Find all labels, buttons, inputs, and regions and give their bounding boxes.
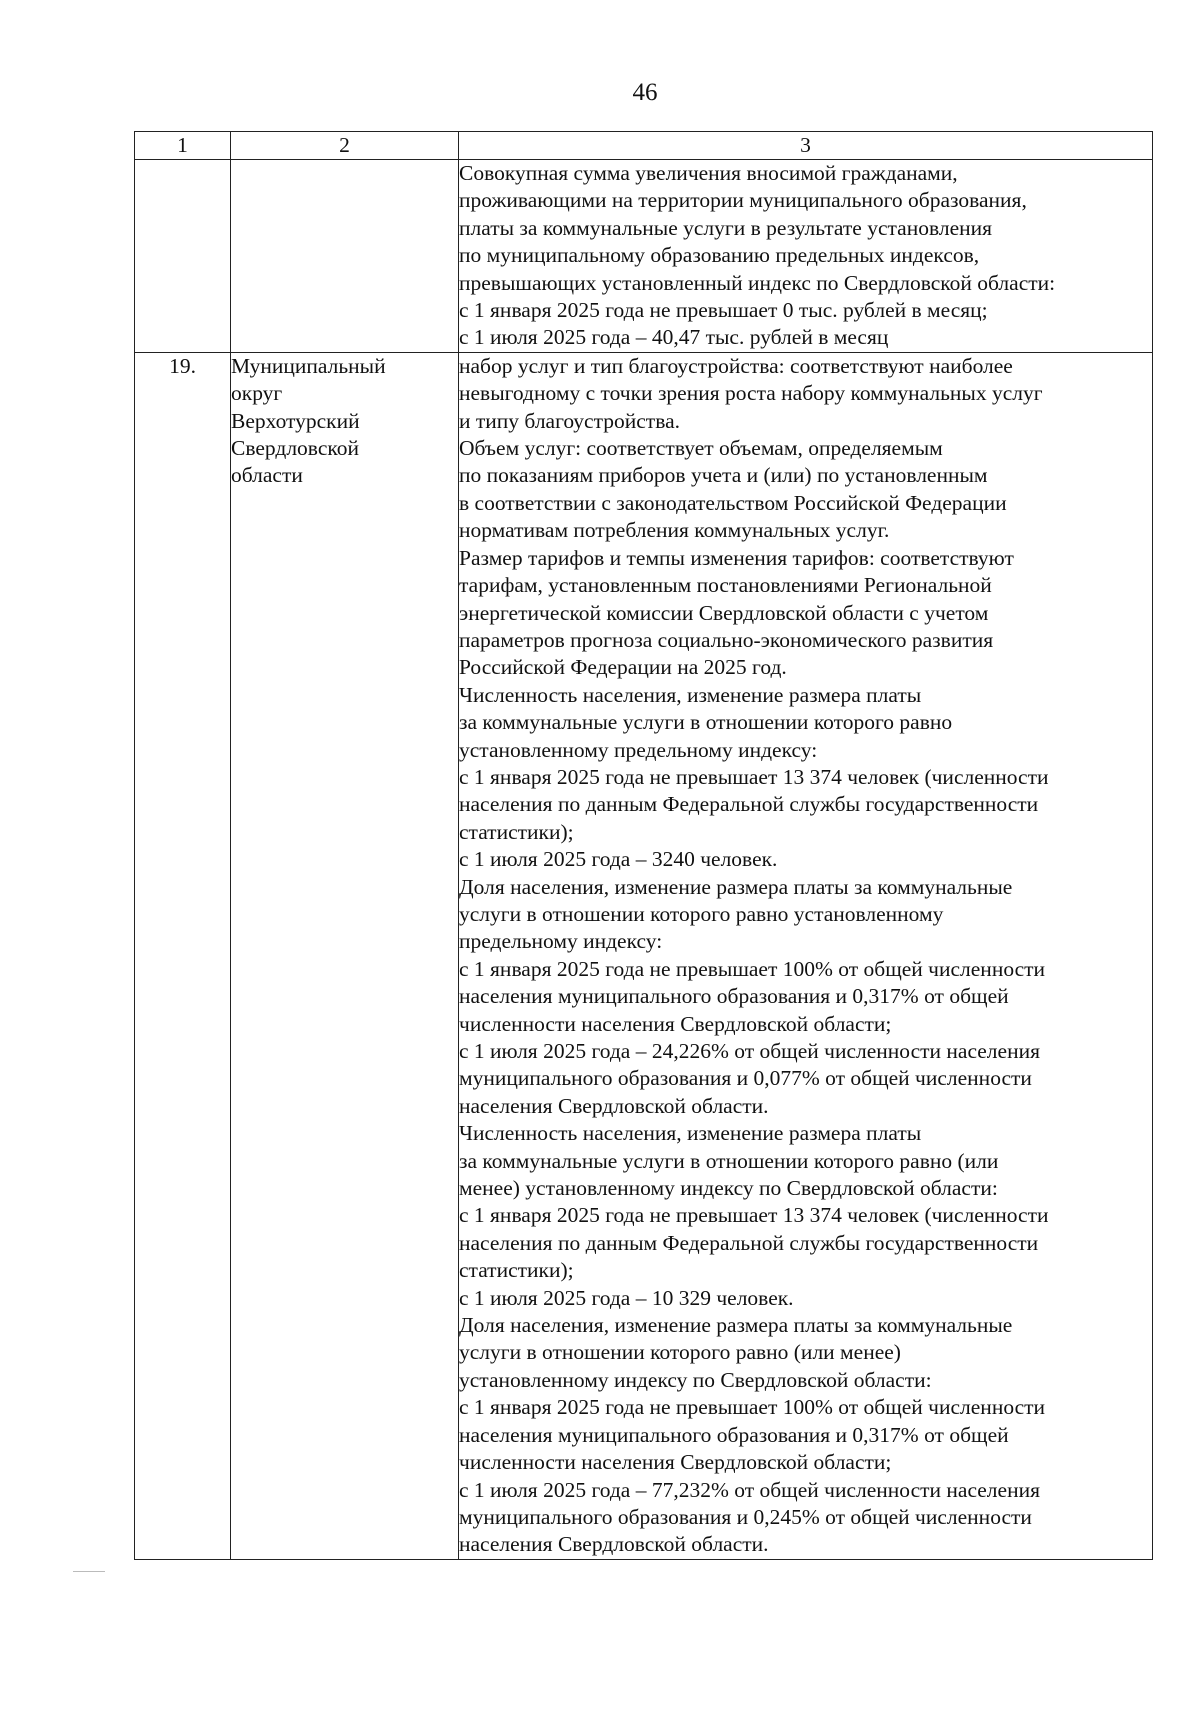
text-line: по муниципальному образованию предельных индексов,: [459, 243, 980, 268]
text-line: установленному предельному индексу:: [459, 737, 818, 762]
text-line: по показаниям приборов учета и (или) по установленным: [459, 463, 988, 488]
text-line: с 1 января 2025 года не превышает 13 374 человек (численности: [459, 1203, 1049, 1228]
text-line: населения по данным Федеральной службы государственности: [459, 1230, 1039, 1255]
text-line: с 1 июля 2025 года – 77,232% от общей численности населения: [459, 1477, 1040, 1502]
text-line: предельному индексу:: [459, 929, 663, 954]
table-row-continuation: [135, 160, 1153, 353]
cell-continuation-text: [459, 160, 1153, 353]
text-line: округ: [231, 381, 283, 406]
row-number: 19.: [135, 352, 231, 1559]
text-line: за коммунальные услуги в отношении которого равно (или: [459, 1148, 999, 1173]
text-line: проживающими на территории муниципального образования,: [459, 188, 1027, 213]
text-line: муниципального образования и 0,245% от общей численности: [459, 1504, 1032, 1529]
text-line: услуги в отношении которого равно (или менее): [459, 1340, 901, 1365]
text-line: населения Свердловской области.: [459, 1093, 769, 1118]
text-line: с 1 января 2025 года не превышает 100% от общей численности: [459, 1395, 1046, 1420]
column-header-1: 1: [135, 132, 231, 160]
continuation-lines: [459, 160, 1152, 352]
text-line: статистики);: [459, 819, 574, 844]
text-line: Российской Федерации на 2025 год.: [459, 655, 787, 680]
text-line: менее) установленному индексу по Свердловской области:: [459, 1176, 998, 1201]
text-line: в соответствии с законодательством Российской Федерации: [459, 490, 1007, 515]
text-line: Муниципальный: [231, 353, 386, 378]
text-line: услуги в отношении которого равно установленному: [459, 901, 944, 926]
text-line: невыгодному с точки зрения роста набору коммунальных услуг: [459, 381, 1043, 406]
text-line: Размер тарифов и темпы изменения тарифов: соответствуют: [459, 545, 1014, 570]
text-line: населения по данным Федеральной службы государственности: [459, 792, 1039, 817]
text-line: установленному индексу по Свердловской области:: [459, 1367, 932, 1392]
text-line: параметров прогноза социально-экономического развития: [459, 627, 994, 652]
text-line: с 1 июля 2025 года – 40,47 тыс. рублей в месяц: [459, 325, 889, 350]
text-line: с 1 января 2025 года не превышает 13 374 человек (численности: [459, 764, 1049, 789]
text-line: населения Свердловской области.: [459, 1532, 769, 1557]
text-line: нормативам потребления коммунальных услуг.: [459, 518, 890, 543]
text-line: тарифам, установленным постановлениями Региональной: [459, 573, 992, 598]
text-line: области: [231, 463, 303, 488]
text-line: муниципального образования и 0,077% от общей численности: [459, 1066, 1032, 1091]
municipality-name-lines: [231, 353, 458, 490]
text-line: с 1 июля 2025 года – 10 329 человек.: [459, 1285, 794, 1310]
text-line: населения муниципального образования и 0,317% от общей: [459, 984, 1009, 1009]
cell-name-empty: [231, 160, 459, 353]
indicator-lines: [459, 353, 1152, 1559]
text-line: и типу благоустройства.: [459, 408, 680, 433]
indicator-description: [459, 352, 1153, 1559]
text-line: Численность населения, изменение размера платы: [459, 1121, 922, 1146]
text-line: энергетической комиссии Свердловской области с учетом: [459, 600, 989, 625]
text-line: превышающих установленный индекс по Свердловской области:: [459, 270, 1056, 295]
cell-number-empty: [135, 160, 231, 353]
table-header-row: [135, 132, 1153, 160]
text-line: с 1 января 2025 года не превышает 0 тыс. рублей в месяц;: [459, 298, 988, 323]
text-line: Объем услуг: соответствует объемам, определяемым: [459, 436, 943, 461]
text-line: населения муниципального образования и 0,317% от общей: [459, 1422, 1009, 1447]
text-line: за коммунальные услуги в отношении которого равно: [459, 710, 953, 735]
text-line: набор услуг и тип благоустройства: соответствуют наиболее: [459, 353, 1013, 378]
text-line: Доля населения, изменение размера платы за коммунальные: [459, 1313, 1013, 1338]
text-line: численности населения Свердловской области;: [459, 1450, 892, 1475]
text-line: Численность населения, изменение размера платы: [459, 682, 922, 707]
margin-mark: [73, 1571, 105, 1572]
text-line: Свердловской: [231, 436, 359, 461]
text-line: Верхотурский: [231, 408, 360, 433]
text-line: Доля населения, изменение размера платы за коммунальные: [459, 874, 1013, 899]
column-header-3: 3: [459, 132, 1153, 160]
column-header-2: 2: [231, 132, 459, 160]
municipality-name: [231, 352, 459, 1559]
text-line: платы за коммунальные услуги в результате установления: [459, 215, 993, 240]
text-line: статистики);: [459, 1258, 574, 1283]
table-row-19: [135, 352, 1153, 1559]
data-table: [134, 131, 1153, 1560]
text-line: с 1 января 2025 года не превышает 100% от общей численности: [459, 956, 1046, 981]
text-line: с 1 июля 2025 года – 3240 человек.: [459, 847, 778, 872]
page-number: 46: [632, 79, 658, 106]
text-line: с 1 июля 2025 года – 24,226% от общей численности населения: [459, 1039, 1040, 1063]
text-line: Совокупная сумма увеличения вносимой гражданами,: [459, 161, 958, 185]
text-line: численности населения Свердловской области;: [459, 1011, 892, 1036]
